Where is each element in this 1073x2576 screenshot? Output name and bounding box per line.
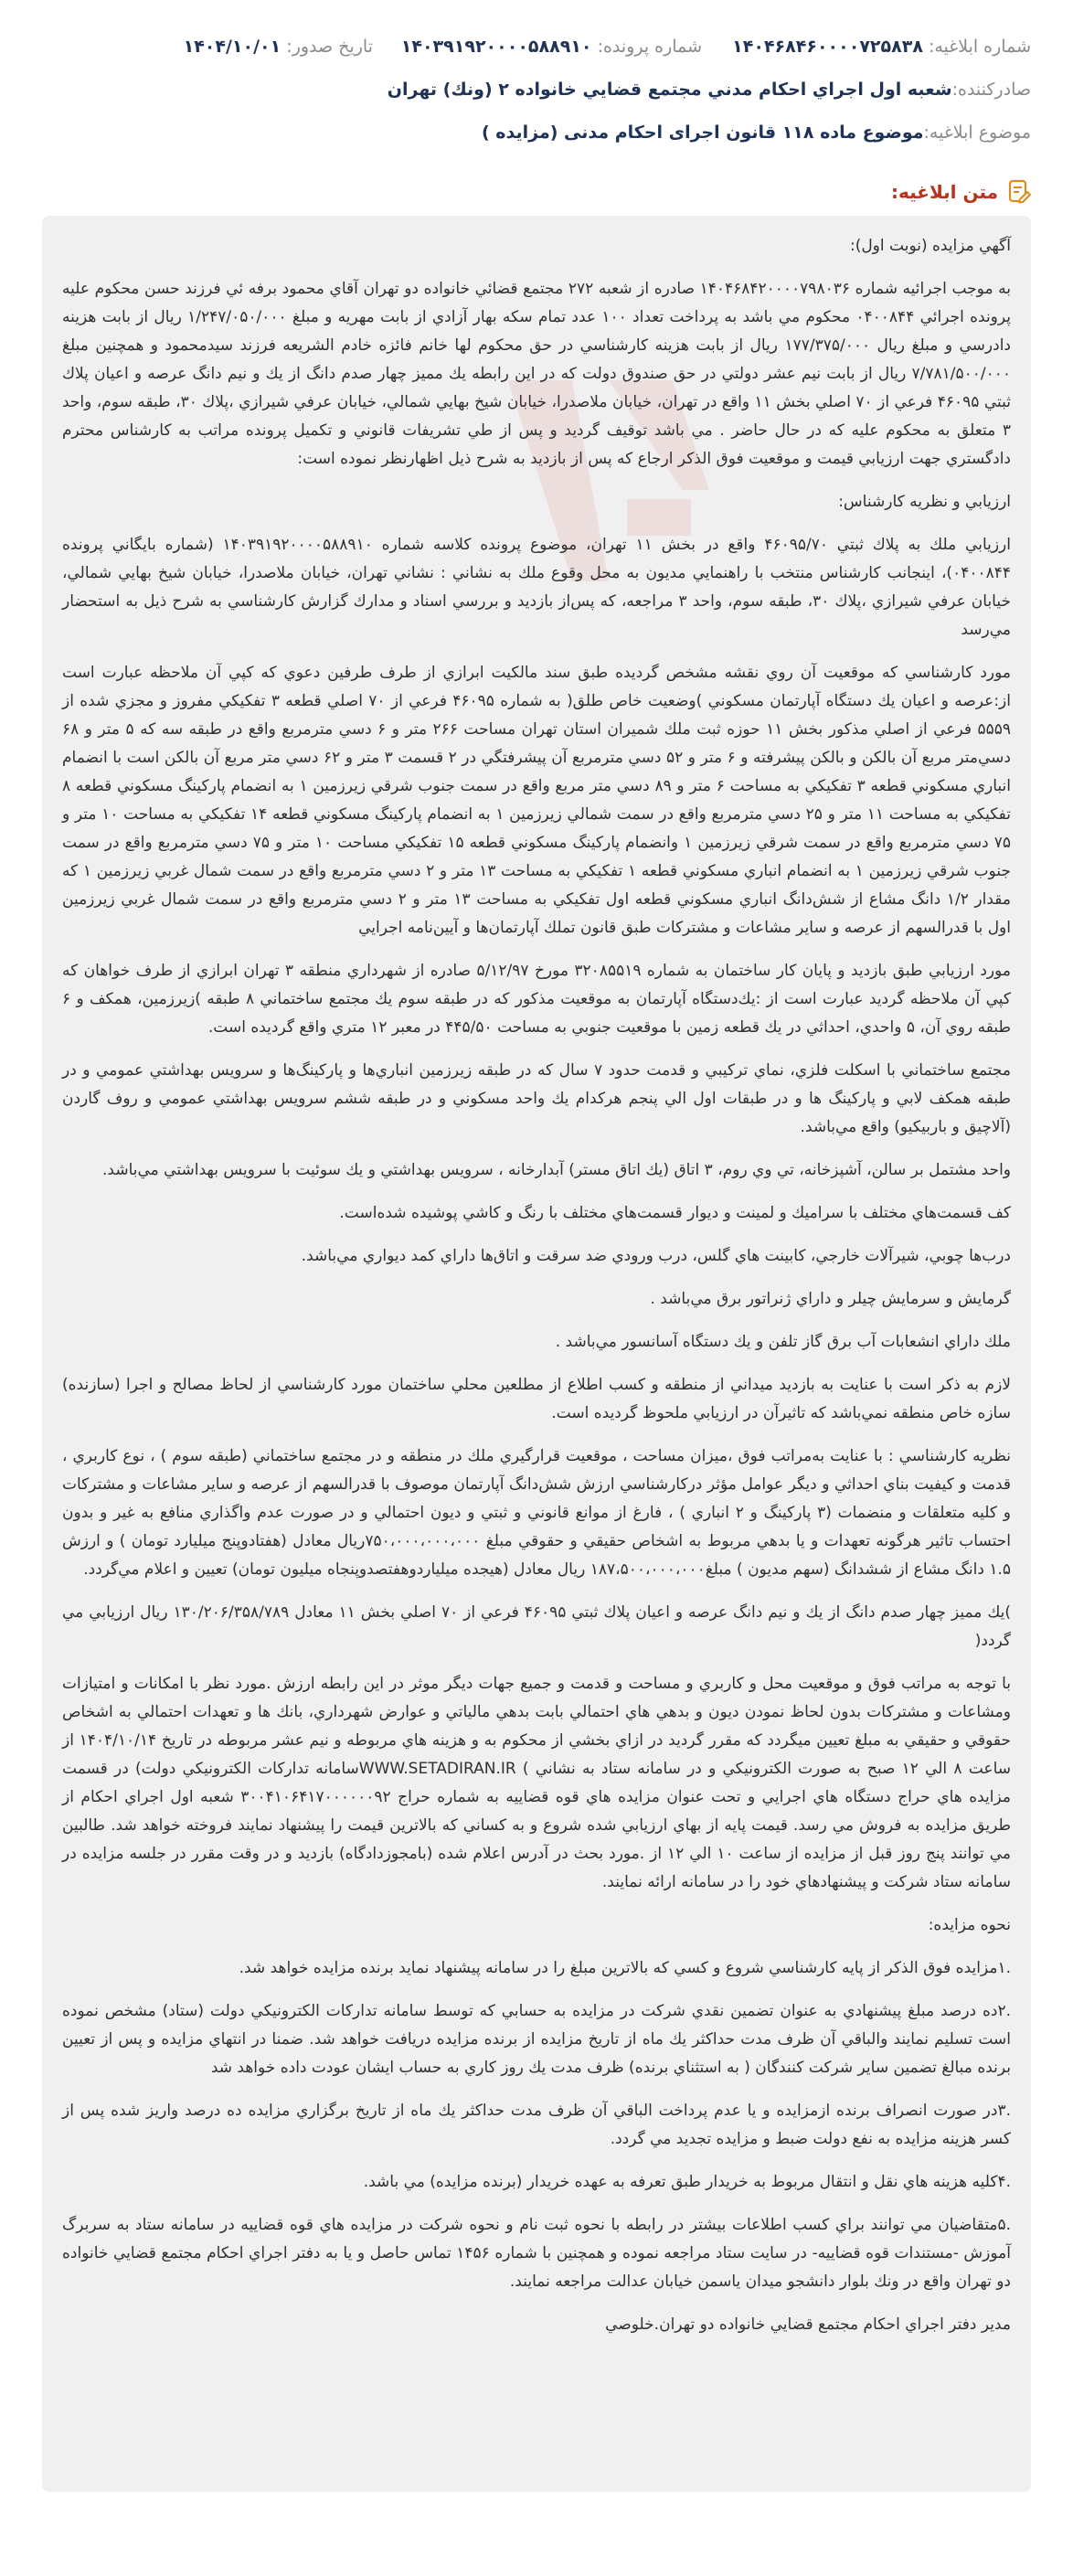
notice-paragraph: درب‌ها چوبي، شيرآلات خارجي، كابينت هاي گلس، درب ورودي ضد سرقت و اتاق‌ها داراي كمد ديواري مي‌باشد. (301, 1247, 1011, 1265)
notice-paragraph: لازم به ذكر است با عنايت به بازديد ميداني از منطقه و كسب اطلاع از مطلعين محلي ساختمان مورد كارشناسي از لحاظ مصالح و اجرا (سازنده) سازه خاص منطقه نمي‌باشد كه تاثيرآن در ارزيابي ملحوظ گرديده است. (62, 1376, 1011, 1422)
notice-paragraph: مدير دفتر اجراي احكام مجتمع قضايي خانواده دو تهران.خلوصي (605, 2315, 1011, 2334)
notice-paragraph: مجتمع ساختماني با اسكلت فلزي، نماي تركيبي و قدمت حدود ۷ سال كه در طبقه زيرزمين انباري‌ها و پاركينگ‌ها و سرويس بهداشتي عمومي و در طبقه همكف لابي و پاركينگ ها و در طبقات اول الي پنجم هركدام يك واحد مسكوني و در طبقه ششم سرويس بهداشتي عمومي و روف گاردن (آلاچيق و باربيكيو) واقع مي‌باشد. (62, 1061, 1011, 1136)
notice-paragraph: مورد كارشناسي كه موقعيت آن روي نقشه مشخص گرديده طبق سند مالكيت ابرازي از طرف طرفين دعوي كه كپي آن ملاحظه عبارت است از:عرصه و اعيان يك دستگاه آپارتمان مسكوني )وضعيت خاص طلق( به شماره ۴۶۰۹۵ فرعي از ۷۰ اصلي قطعه ۳ تفكيكي مفروز و مجزي شده از ۵۵۵۹ فرعي از اصلي مذكور بخش ۱۱ حوزه ثبت ملك شميران استان تهران مساحت ۲۶۶ متر و ۶ دسي مترمربع واقع در طبقه سه كه ۵ متر و ۶۸ دسي‌متر مربع آن بالكن و بالكن پيشرفته و ۶ متر و ۵۲ دسي مترمربع آن پيشرفتگي در ۲ قسمت ۳ متر و ۶۲ دسي متر مربع آن بالكن است با انضمام انباري مسكوني قطعه ۳ تفكيكي به مساحت ۶ متر و ۸۹ دسي متر مربع واقع در سمت جنوب شرقي زيرزمين ۱ به انضمام پاركينگ مسكوني قطعه ۸ تفكيكي به مساحت ۱۱ متر و ۲۵ دسي مترمربع واقع در سمت شمالي زيرزمين ۱ به انضمام پاركينگ مسكوني قطعه ۱۴ تفكيكي به مساحت ۱۰ متر و ۷۵ دسي مترمربع واقع در سمت شرقي زيرزمين ۱ وانضمام پاركينگ مسكوني قطعه ۱۵ تفكيكي مساحت ۱۰ متر و ۷۵ دسي مترمربع واقع در سمت جنوب شرقي زيرزمين ۱ به انضمام انباري مسكوني قطعه ۱ تفكيكي به مساحت ۱۳ متر و ۲ دسي مترمربع واقع در سمت شمال غربي زيرزمين ۱ كه مقدار ۱/۲ دانگ مشاع از شش‌دانگ انباري مسكوني قطعه اول تفكيكي به مساحت ۱۳ متر و ۲ دسي مترمربع واقع در سمت شمال غربي زيرزمين اول با قدرالسهم از عرصه و ساير مشاعات و مشتركات طبق قانون تملك آپارتمان‌ها و آيين‌نامه اجرايي (62, 664, 1011, 937)
notice-paragraph: ملك داراي انشعابات آب برق گاز تلفن و يك دستگاه آسانسور مي‌باشد . (555, 1333, 1011, 1351)
document-edit-icon (1007, 179, 1031, 205)
subject: موضوع ماده ۱۱۸ قانون اجرای احکام مدنی (مزایده ) (482, 122, 924, 143)
notice-paragraph: نظريه كارشناسي : با عنايت به‌مراتب فوق ،ميزان مساحت ، موقعيت قرارگيري ملك در منطقه و در مجتمع ساختماني (طبقه سوم ) ، نوع كاربري ، قدمت و كيفيت بناي احداثي و ديگر عوامل مؤثر دركارشناسي ارزش شش‌دانگ آپارتمان موصوف با قدرالسهم از عرصه و ساير مشاعات و مشتركات و كليه متعلقات و منضمات (۳ پاركينگ و ۲ انباري ) ، فارغ از موانع قانوني و ثبتي و ديون احتمالي و در صورت عدم واگذاري منافع به غير و بدون احتساب تاثير هرگونه تعهدات و يا بدهي مربوط به اشخاص حقيقي و حقوقي مبلغ ۷۵۰،۰۰۰،۰۰۰،۰۰۰ريال معادل (هفتادوپنج ميليارد تومان ) و ارزش ۱.۵ دانگ مشاع از ششدانگ (سهم مديون ) مبلغ۱۸۷،۵۰۰،۰۰۰،۰۰۰ ريال معادل (هيجده ميلياردوهفتصدوپنجاه ميليون تومان) تعيين و اعلام مي‌گردد. (62, 1447, 1012, 1579)
issue-date-field (184, 26, 373, 69)
file-number: ۱۴۰۳۹۱۹۲۰۰۰۰۵۸۸۹۱۰ (400, 37, 592, 57)
notice-number: ۱۴۰۴۶۸۴۶۰۰۰۰۷۲۵۸۳۸ (732, 37, 923, 57)
notice-text-title: متن ابلاغیه: (890, 181, 998, 203)
notice-paragraph: ارزيابي و نظريه كارشناس: (838, 493, 1011, 511)
notice-paragraph: گرمايش و سرمايش چيلر و داراي ژنراتور برق مي‌باشد . (650, 1290, 1011, 1308)
notice-paragraph: به موجب اجرائيه شماره ۱۴۰۴۶۸۴۲۰۰۰۰۷۹۸۰۳۶ صادره از شعبه ۲۷۲ مجتمع قضائي خانواده دو تهران آقاي محمود برفه ئي فرزند حسن محكوم عليه پرونده اجرائي ۰۴۰۰۸۴۴ محكوم مي باشد به پرداخت تعداد ۱۰۰ عدد تمام سكه بهار آزادي از بابت مهريه و مبلغ ۱/۲۴۷/۰۵۰/۰۰۰ ريال از بابت هزينه دادرسي و مبلغ ريال ۱۷۷/۳۷۵/۰۰۰ ريال از بابت هزينه كارشناسي در حق محكوم لها خانم فائزه خادم الشريعه فرزند سيدمحمود و همچنين مبلغ ۷/۷۸۱/۵۰۰/۰۰۰ ريال از بابت نيم عشر دولتي در حق صندوق دولت كه در اين رابطه يك مميز چهار صدم دانگ از يك و نيم دانگ عرصه و اعيان پلاك ثبتي ۴۶۰۹۵ فرعي از ۷۰ اصلي بخش ۱۱ واقع در تهران، خيابان ملاصدرا، خيابان شيخ بهايي شمالي، خيابان عرفي شيرازي ،پلاك ۳۰، طبقه سوم، واحد ۳ متعلق به محكوم عليه كه در حال حاضر . مي باشد توقيف گرديد و پس از طي تشريفات قانوني و تكميل پرونده مراتب به كارشناس محترم دادگستري جهت ارزيابي قيمت و موقعيت فوق الذكر ارجاع كه پس از بازديد به شرح ذيل اظهارنظر نموده است: (62, 280, 1012, 468)
notice-paragraph: .۳در صورت انصراف برنده ازمزايده و يا عدم پرداخت الباقي آن ظرف مدت حداكثر يك ماه از تاريخ برگزاري مزايده ده درصد واريز شده پس از كسر هزينه مزايده به نفع دولت ضبط و مزايده تجديد مي گردد. (62, 2102, 1011, 2148)
issuer-label: صادرکننده: (951, 80, 1031, 100)
subject-label: موضوع ابلاغیه: (923, 122, 1031, 143)
notice-paragraph: آگهي مزايده (نوبت اول): (849, 237, 1011, 255)
file-number-label: شماره پرونده: (597, 37, 702, 57)
notice-paragraph: .۱مزايده فوق الذكر از پايه كارشناسي شروع و كسي كه بالاترين مبلغ را در سامانه پيشنهاد نمايد برنده مزايده خواهد شد. (239, 1959, 1011, 1977)
notice-paragraph: كف قسمت‌هاي مختلف با سراميك و لمينت و ديوار قسمت‌هاي مختلف با رنگ و كاشي پوشيده شده‌است. (339, 1204, 1011, 1222)
notice-paragraph: .۵متقاضيان مي توانند براي كسب اطلاعات بيشتر در رابطه با نحوه ثبت نام و نحوه شركت در مزايده هاي قوه قضاييه در سامانه ستاد به سربرگ آموزش -مستندات قوه قضاييه- در سايت ستاد مراجعه نموده و همچنين با شماره ۱۴۵۶ تماس حاصل و يا به دفتر اجراي احكام مجتمع قضايي خانواده دو تهران واقع در ونك بلوار دانشجو ميدان ياسمن خيابان عدالت مراجعه نمايند. (62, 2216, 1012, 2291)
notice-paragraph: نحوه مزايده: (928, 1916, 1011, 1934)
notice-meta (42, 26, 1031, 154)
notice-paragraph: )يك مميز چهار صدم دانگ از يك و نيم دانگ عرصه و اعيان پلاك ثبتي ۴۶۰۹۵ فرعي از ۷۰ اصلي بخش ۱۱ معادل ۱۳۰/۲۰۶/۳۵۸/۷۸۹ ريال ارزيابي مي گردد( (62, 1603, 1012, 1650)
notice-number-field (702, 26, 1031, 69)
notice-text-heading (891, 179, 1031, 205)
notice-body-text (42, 216, 1031, 2363)
issuer: شعبه اول اجراي احكام مدني مجتمع قضايي خانواده ۲ (ونك) تهران (387, 80, 952, 100)
notice-body (42, 216, 1031, 2492)
issue-date-label: تاریخ صدور: (286, 37, 373, 57)
notice-paragraph: واحد مشتمل بر سالن، آشپزخانه، تي وي روم، ۳ اتاق (يك اتاق مستر) آبدارخانه ، سرويس بهداشتي و يك سوئيت با سرويس بهداشتي مي‌باشد. (102, 1161, 1011, 1179)
notice-paragraph: ارزيابي ملك به پلاك ثبتي ۴۶۰۹۵/۷۰ واقع در بخش ۱۱ تهران، موضوع پرونده كلاسه شماره ۱۴۰۳۹۱۹۲۰۰۰۰۵۸۸۹۱۰ (شماره بايگاني پرونده ۰۴۰۰۸۴۴)، اينجانب كارشناس منتخب با راهنمايي مديون به محل وقوع ملك به نشاني : نشاني تهران، خيابان ملاصدرا، خيابان شيخ بهايي شمالي، خيابان عرفي شيرازي ،پلاك ۳۰، طبقه سوم، واحد ۳ مراجعه، كه پس‌از بازديد و بررسي اسناد و مدارك گزارش كارشناسي به شرح ذيل به استحضار مي‌رسد (62, 536, 1011, 639)
meta-row-numbers (42, 26, 1031, 69)
notice-paragraph: با توجه به مراتب فوق و موقعيت محل و كاربري و مساحت و قدمت و جميع جهات ديگر موثر در اين رابطه ارزش .مورد نظر با امكانات و امتيازات ومشاعات و مشتركات بدون لحاظ نمودن ديون و بدهي هاي احتمالي بابت بدهي مالياتي و عوارض شهرداري، بانك ها و تعهدات احتمالي به اشخاص حقوقي و حقيقي به مبلغ تعيين ميگردد كه مقرر گرديد در ازاي بخشي از محكوم به و هزينه هاي مربوطه و نيم عشر مربوطه در تاريخ ۱۴۰۴/۱۰/۱۴ از ساعت ۸ الي ۱۲ صبح به صورت الكترونيكي و در سامانه ستاد به نشاني ) WWW.SETADIRAN.IRسامانه تداركات الكترونيكي دولت) در قسمت مزايده هاي حراج دستگاه هاي اجرايي و تحت عنوان مزايده هاي قوه قضاييه به شماره حراج ۳۰۰۴۱۰۶۴۱۷۰۰۰۰۰۰۹۲ شعبه اول اجراي احكام از طريق مزايده به فروش مي رسد. قيمت پايه از بهاي ارزيابي شده شروع و به كساني كه بالاترين قيمت را پيشنهاد نمايند فروخته خواهد شد. طالبين مي توانند پنج روز قبل از مزايده از ساعت ۱۰ الي ۱۲ از .مورد بحث در آدرس اعلام شده (بامجوزدادگاه) بازديد و در وقت مقرر در جلسه مزايده در سامانه ستاد شركت و پيشنهادهاي خود را در سامانه ارائه نمايند. (62, 1675, 1011, 1891)
notice-paragraph: .۴كليه هزينه هاي نقل و انتقال مربوط به خريدار طبق تعرفه به عهده خريدار (برنده مزايده) مي باشد. (363, 2173, 1011, 2191)
notice-paragraph: .۲ده درصد مبلغ پيشنهادي به عنوان تضمين نقدي شركت در مزايده به حسابي كه توسط سامانه تداركات الكترونيكي دولت (ستاد) مشخص نموده است تسليم نمايند والباقي آن ظرف مدت حداكثر يك ماه از تاريخ مزايده از برنده مزايده دريافت خواهد شد. ضمنا در انتهاي مزايده و پس از تعيين برنده مبالغ تضمين ساير شركت كنندگان ( به استثناي برنده) ظرف مدت يك روز كاري به حساب ايشان عودت داده خواهد شد (62, 2002, 1011, 2077)
notice-number-label: شماره ابلاغیه: (928, 37, 1031, 57)
subject-field (42, 112, 1031, 154)
file-number-field (373, 26, 702, 69)
issue-date: ۱۴۰۴/۱۰/۰۱ (183, 37, 282, 57)
notice-paragraph: مورد ارزيابي طبق بازديد و پايان كار ساختمان به شماره ۳۲۰۸۵۵۱۹ مورخ ۵/۱۲/۹۷ صادره از شهرداري منطقه ۳ تهران ابرازي از طرف خواهان كه كپي آن ملاحظه گرديد عبارت است از :يك‌دستگاه آپارتمان به موقعيت مذكور كه در طبقه سوم يك مجتمع ساختماني ۸ طبقه )زيرزمين، همكف و ۶ طبقه روي آن، ۵ واحدي، احداثي در يك قطعه زمين با موقعيت جنوبي به مساحت ۴۴۵/۵۰ در معبر ۱۲ متري واقع گرديده است. (62, 962, 1011, 1037)
issuer-field (42, 69, 1031, 112)
